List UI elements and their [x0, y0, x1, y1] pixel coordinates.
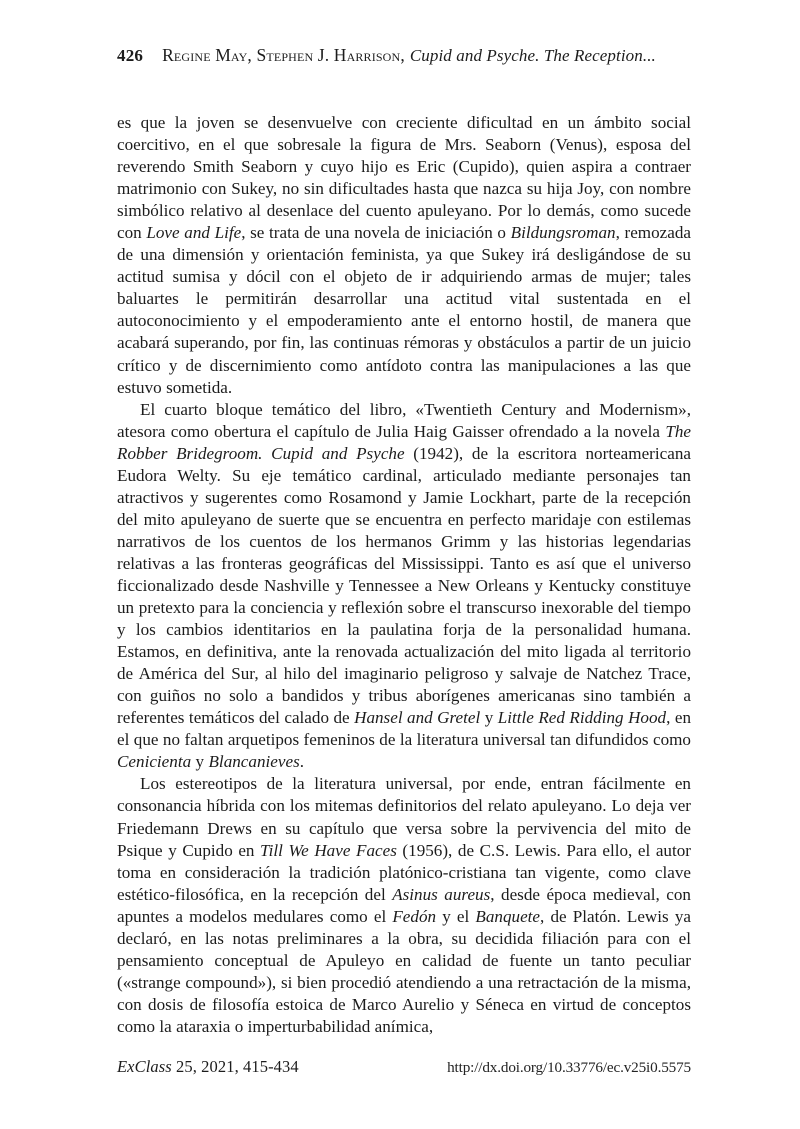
- italic-title: Little Red Ridding Hood: [497, 708, 667, 728]
- italic-title: The Robber Bridegroom. Cupid and Psyche: [117, 421, 691, 463]
- paragraph: es que la joven se desenvuelve con creciente dificultad en un ámbito social coercitivo, en el que sobresale la figura de Mrs. Seaborn (Venus), esposa del reverendo Smith Seaborn y cuyo hijo es Eric (Cupido), quien aspira a contraer matrimonio con Sukey, no sin dificultades hasta que nazca su hija Joy, con nombre simbólico relativo al desenlace del cuento apuleyano. Por lo demás, como sucede con Love and Life, se trata de una novela de iniciación o Bildungsroman, remozada de una dimensión y orientación feminista, ya que Sukey irá desligándose de su actitud sumisa y dócil con el objeto de ir adquiriendo armas de mujer; tales baluartes le permitirán desarrollar una actitud vital sustentada en el autoconocimiento y el empoderamiento ante el entorno hostil, de manera que acabará superando, por fin, las continuas rémoras y obstáculos a partir de un juicio crítico y de discernimiento como antídoto contra las manipulaciones a las que estuvo sometida.: [117, 113, 691, 397]
- running-head-authors: Regine May, Stephen J. Harrison,: [162, 45, 405, 65]
- running-head-title: Cupid and Psyche. The Reception...: [409, 46, 656, 65]
- italic-title: Blancanieves: [208, 752, 300, 772]
- body-text-block: [117, 112, 691, 1038]
- footer-doi-link[interactable]: http://dx.doi.org/10.33776/ec.v25i0.5575: [447, 1059, 691, 1076]
- italic-title: Asinus aureus: [392, 884, 491, 904]
- page-folio-number: 426: [117, 46, 144, 65]
- journal-title: ExClass: [117, 1057, 172, 1076]
- italic-title: Bildungsroman: [510, 223, 616, 243]
- footer-journal-citation: [117, 1057, 299, 1077]
- journal-citation-detail: 25, 2021, 415-434: [171, 1057, 299, 1076]
- paragraph: El cuarto bloque temático del libro, «Twentieth Century and Modernism», atesora como obertura el capítulo de Julia Haig Gaisser ofrendado a la novela The Robber Bridegroom. Cupid and Psyche (1942), de la escritora norteamericana Eudora Welty. Su eje temático cardinal, articulado mediante personajes tan atractivos y sugerentes como Rosamond y Jamie Lockhart, parte de la recepción del mito apuleyano de suerte que se encuentra en perfecto maridaje con estilemas narrativos de los cuentos de los hermanos Grimm y las historias legendarias relativas a las fronteras geográficas del Mississippi. Tanto es así que el universo ficcionalizado desde Nashville y Tennessee a New Orleans y Kentucky constituye un pretexto para la conciencia y reflexión sobre el transcurso inexorable del tiempo y los cambios identitarios en la paulatina forja de la personalidad humana. Estamos, en definitiva, ante la renovada actualización del mito ligada al territorio de América del Sur, al hilo del imaginario peligroso y salvaje de Natchez Trace, con guiños no solo a bandidos y tribus aborígenes americanas sino también a referentes temáticos del calado de Hansel and Gretel y Little Red Ridding Hood, en el que no faltan arquetipos femeninos de la literatura universal tan difundidos como Cenicienta y Blancanieves.: [117, 399, 692, 772]
- italic-title: Till We Have Faces: [260, 840, 397, 860]
- italic-title: Hansel and Gretel: [354, 708, 481, 728]
- italic-title: Fedón: [392, 906, 437, 926]
- italic-title: Banquete: [475, 906, 541, 926]
- page-footer: [117, 1057, 691, 1081]
- running-head: [117, 42, 690, 68]
- italic-title: Cenicienta: [117, 752, 192, 772]
- paragraph: Los estereotipos de la literatura universal, por ende, entran fácilmente en consonancia híbrida con los mitemas definitorios del relato apuleyano. Lo deja ver Friedemann Drews en su capítulo que versa sobre la pervivencia del mito de Psique y Cupido en Till We Have Faces (1956), de C.S. Lewis. Para ello, el autor toma en consideración la tradición platónico-cristiana tan vigente, como clave estético-filosófica, en la recepción del Asinus aureus, desde época medieval, con apuntes a modelos medulares como el Fedón y el Banquete, de Platón. Lewis ya declaró, en las notas preliminares a la obra, su decidida filiación para con el pensamiento conceptual de Apuleyo en calidad de fuente un tanto peculiar («strange compound»), si bien procedió atendiendo a una retractación de la misma, con dosis de filosofía estoica de Marco Aurelio y Séneca en virtud de conceptos como la ataraxia o imperturbabilidad anímica,: [117, 774, 691, 1036]
- italic-title: Love and Life: [146, 223, 242, 243]
